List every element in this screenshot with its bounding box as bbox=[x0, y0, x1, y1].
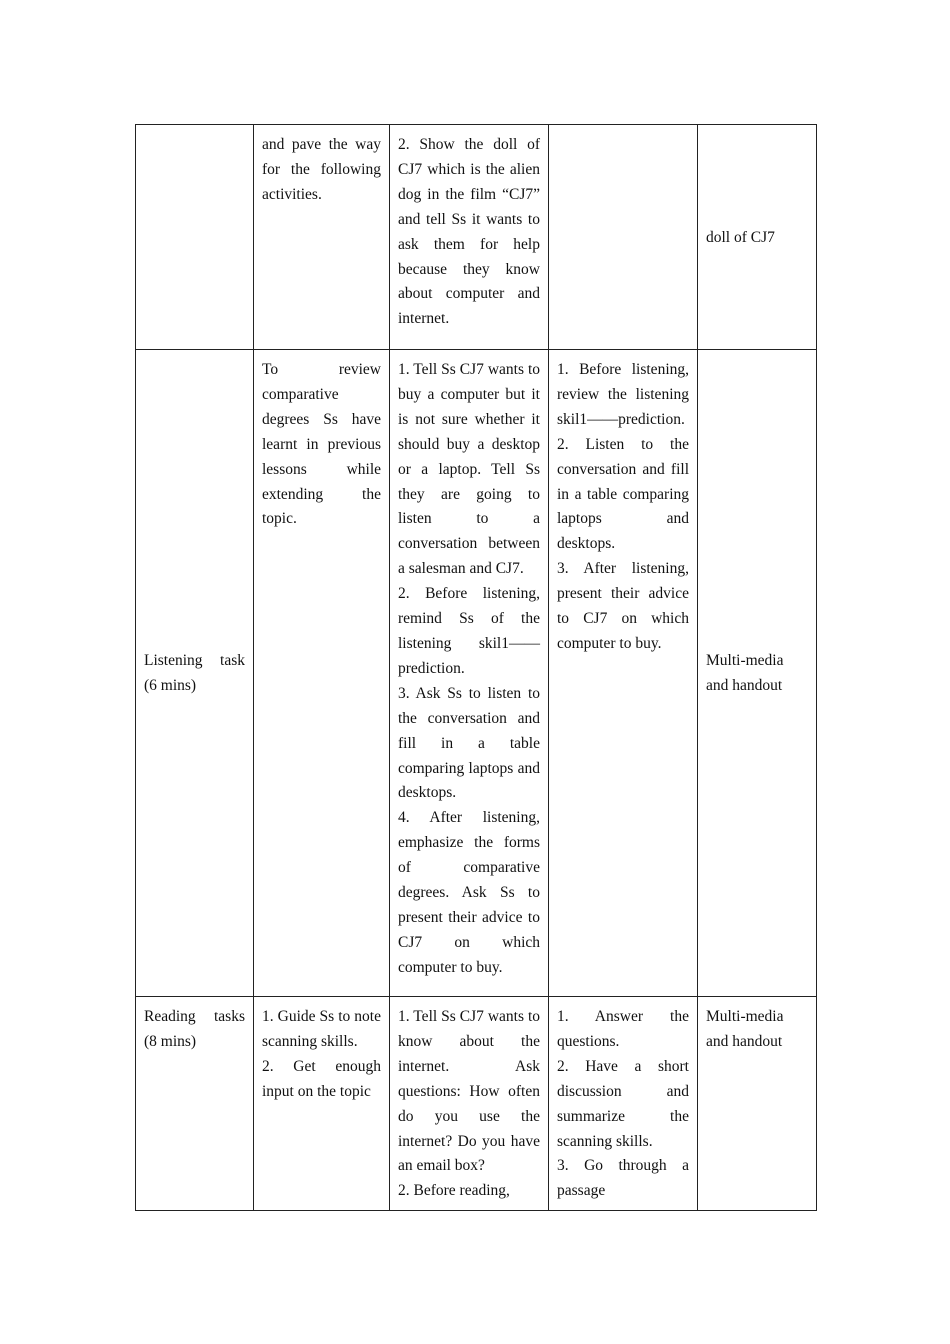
purpose-cell: and pave the way for the following activities. bbox=[254, 125, 390, 350]
student-activity-cell bbox=[549, 350, 698, 997]
student-activity-cell bbox=[549, 997, 698, 1211]
purpose-step: 1. Guide Ss to note scanning skills. bbox=[262, 1008, 381, 1050]
teacher-step: 1. Tell Ss CJ7 wants to know about the internet. Ask questions: How often do you use the internet? Do you have an email box? bbox=[398, 1008, 540, 1175]
student-step: 1. Answer the questions. bbox=[557, 1008, 689, 1050]
teacher-step: 2. Before reading, bbox=[398, 1182, 510, 1200]
teacher-step: 4. After listening, emphasize the forms of comparative degrees. Ask Ss to present their advice to CJ7 on which computer to buy. bbox=[398, 809, 540, 976]
purpose-cell: To review comparative degrees Ss have learnt in previous lessons while extending the topic. bbox=[254, 350, 390, 997]
student-activity-cell bbox=[549, 125, 698, 350]
student-step: 1. Before listening, review the listening skil1——prediction. bbox=[557, 361, 689, 428]
teacher-activity-cell bbox=[390, 350, 549, 997]
teacher-activity-cell bbox=[390, 997, 549, 1211]
teaching-aids-cell: Multi-media and handout bbox=[698, 997, 817, 1211]
student-step: 3. After listening, present their advice to CJ7 on which computer to buy. bbox=[557, 560, 689, 652]
student-step: 2. Listen to the conversation and fill in a table comparing laptops and desktops. bbox=[557, 435, 689, 553]
teaching-aids-cell: Multi-media and handout bbox=[698, 350, 817, 997]
teaching-aids-cell: doll of CJ7 bbox=[698, 125, 817, 350]
purpose-step: 2. Get enough input on the topic bbox=[262, 1057, 381, 1100]
teacher-step: 2. Before listening, remind Ss of the listening skil1——prediction. bbox=[398, 585, 540, 677]
table-row bbox=[136, 125, 817, 350]
purpose-cell bbox=[254, 997, 390, 1211]
teacher-step: 3. Ask Ss to listen to the conversation and fill in a table comparing laptops and desktops. bbox=[398, 684, 540, 802]
activity-cell: Listening task (6 mins) bbox=[136, 350, 254, 997]
activity-cell: Reading tasks (8 mins) bbox=[136, 997, 254, 1211]
student-step: 3. Go through a passage bbox=[557, 1157, 689, 1200]
teacher-step: 1. Tell Ss CJ7 wants to buy a computer but it is not sure whether it should buy a desktop or a laptop. Tell Ss they are going to listen to a conversation between a salesman and CJ7. bbox=[398, 361, 540, 578]
student-step: 2. Have a short discussion and summarize the scanning skills. bbox=[557, 1057, 689, 1150]
table-row bbox=[136, 350, 817, 997]
teacher-step: 2. Show the doll of CJ7 which is the alien dog in the film “CJ7” and tell Ss it wants to ask them for help because they know about computer and internet. bbox=[398, 136, 540, 328]
activity-cell bbox=[136, 125, 254, 350]
teacher-activity-cell bbox=[390, 125, 549, 350]
lesson-plan-table bbox=[135, 124, 817, 1211]
table-row bbox=[136, 997, 817, 1211]
